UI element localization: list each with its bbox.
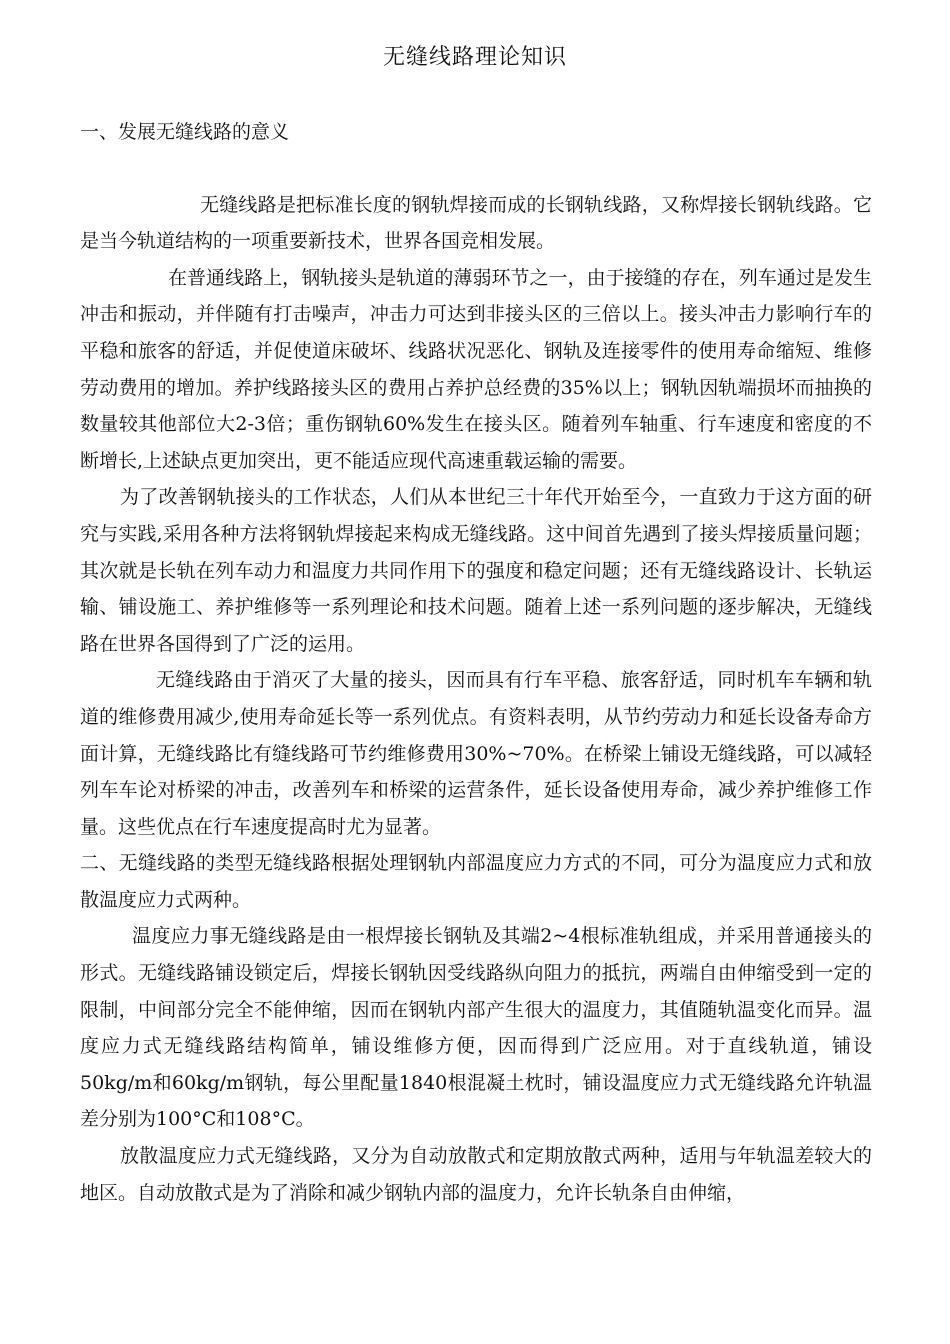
document-body	[80, 114, 872, 1211]
paragraph: 无缝线路是把标准长度的钢轨焊接而成的长钢轨线路，又称焊接长钢轨线路。它是当今轨道结构的一项重要新技术，世界各国竞相发展。	[80, 193, 872, 253]
paragraph: 温度应力事无缝线路是由一根焊接长钢轨及其端2~4根标准轨组成，并采用普通接头的形式。无缝线路铺设锁定后，焊接长钢轨因受线路纵向阻力的抵抗，两端自由伸缩受到一定的限制，中间部分完全不能伸缩，因而在钢轨内部产生很大的温度力，其值随轨温变化而异。温度应力式无缝线路结构简单，铺设维修方便，因而得到广泛应用。对于直线轨道，铺设50kg/m和60kg/m钢轨，每公里配量1840根混凝土枕时，铺设温度应力式无缝线路允许轨温差分别为100°C和108°C。	[80, 925, 872, 1131]
section-heading-1: 一、发展无缝线路的意义	[80, 121, 290, 143]
paragraph: 无缝线路由于消灭了大量的接头，因而具有行车平稳、旅客舒适，同时机车车辆和轨道的维修费用减少,使用寿命延长等一系列优点。有资料表明，从节约劳动力和延长设备寿命方面计算，无缝线路比有缝线路可节约维修费用30%~70%。在桥梁上铺设无缝线路，可以减轻列车车论对桥梁的冲击，改善列车和桥梁的运营条件，延长设备使用寿命，减少养护维修工作量。这些优点在行车速度提高时尤为显著。	[80, 669, 872, 838]
paragraph: 在普通线路上，钢轨接头是轨道的薄弱环节之一，由于接缝的存在，列车通过是发生冲击和振动，并伴随有打击噪声，冲击力可达到非接头区的三倍以上。接头冲击力影响行车的平稳和旅客的舒适，并促使道床破坏、线路状况恶化、钢轨及连接零件的使用寿命缩短、维修劳动费用的增加。养护线路接头区的费用占养护总经费的35%以上；钢轨因轨端损坏而抽换的数量较其他部位大2-3倍；重伤钢轨60%发生在接头区。随着列车轴重、行车速度和密度的不断增长,上述缺点更加突出，更不能适应现代高速重载运输的需要。	[80, 266, 872, 472]
paragraph: 放散温度应力式无缝线路，又分为自动放散式和定期放散式两种，适用与年轨温差较大的地区。自动放散式是为了消除和减少钢轨内部的温度力，允许长轨条自由伸缩，	[80, 1145, 872, 1204]
document-title: 无缝线路理论知识	[382, 45, 567, 70]
blank-line	[80, 151, 872, 187]
section-heading-2: 二、无缝线路的类型无缝线路根据处理钢轨内部温度应力方式的不同，可分为温度应力式和放散温度应力式两种。	[80, 852, 872, 911]
paragraph: 为了改善钢轨接头的工作状态，人们从本世纪三十年代开始至今，一直致力于这方面的研究与实践,采用各种方法将钢轨焊接起来构成无缝线路。这中间首先遇到了接头焊接质量问题；其次就是长轨在列车动力和温度力共同作用下的强度和稳定问题；还有无缝线路设计、长轨运输、铺设施工、养护维修等一系列理论和技术问题。随着上述一系列问题的逐步解决，无缝线路在世界各国得到了广泛的运用。	[80, 486, 872, 655]
